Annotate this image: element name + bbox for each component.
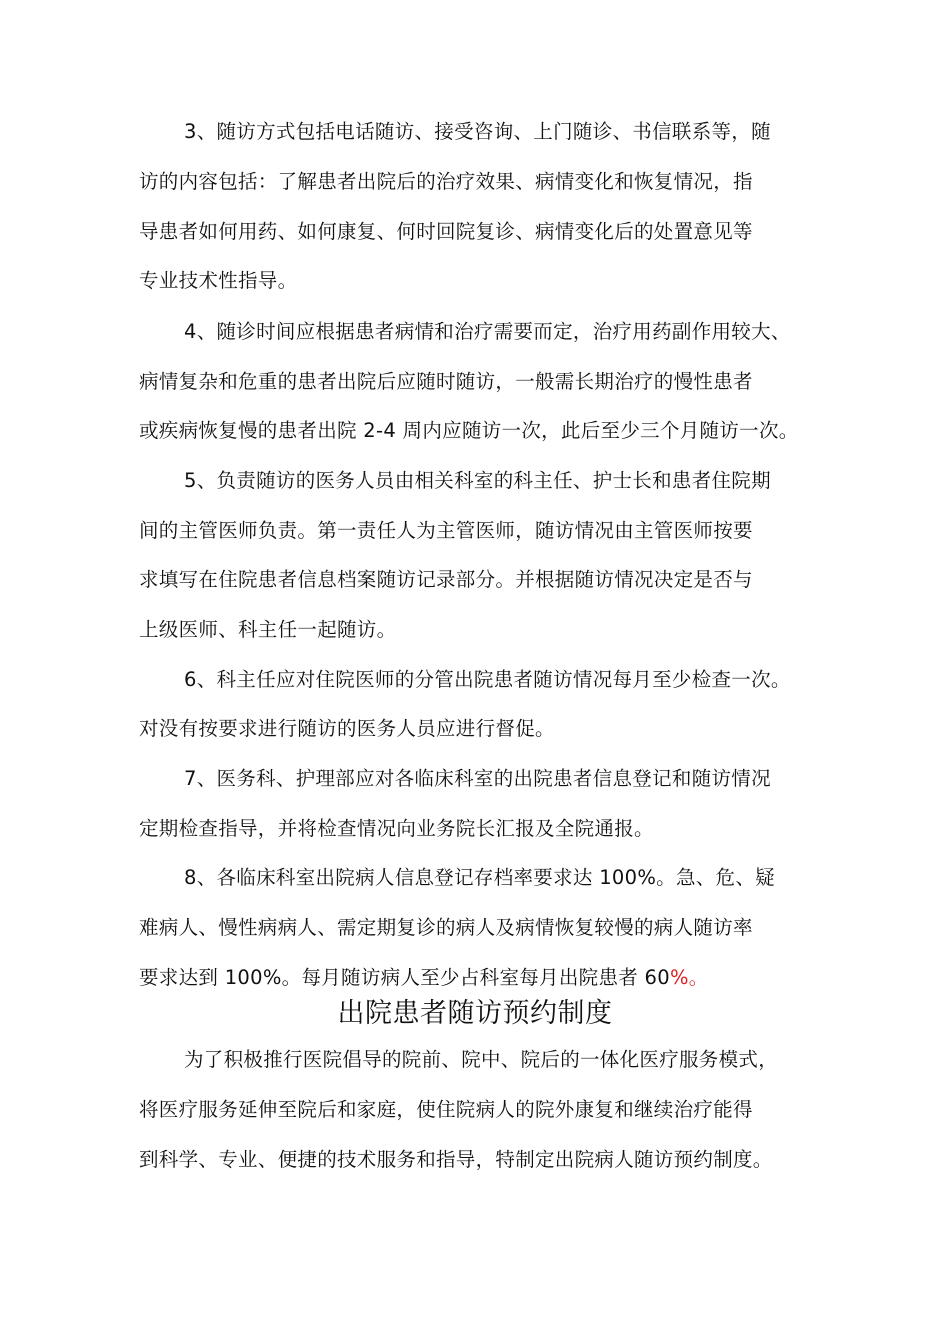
item-8-line-1: 8、各临床科室出院病人信息登记存档率要求达 100%。急、危、疑 xyxy=(184,866,775,889)
item-8-percent-highlight: %。 xyxy=(669,966,709,989)
item-3-line-2: 访的内容包括：了解患者出院后的治疗效果、病情变化和恢复情况，指 xyxy=(139,170,753,193)
section2-line-3: 到科学、专业、便捷的技术服务和指导，特制定出院病人随访预约制度。 xyxy=(139,1148,773,1171)
item-6-line-1: 6、科主任应对住院医师的分管出院患者随访情况每月至少检查一次。 xyxy=(184,668,791,691)
item-8-line-3-main: 要求达到 100%。每月随访病人至少占科室每月出院患者 60 xyxy=(139,966,670,989)
item-7-line-2: 定期检查指导，并将检查情况向业务院长汇报及全院通报。 xyxy=(139,817,654,840)
item-4-line-1: 4、随诊时间应根据患者病情和治疗需要而定，治疗用药副作用较大、 xyxy=(184,320,791,343)
section2-line-2: 将医疗服务延伸至院后和家庭，使住院病人的院外康复和继续治疗能得 xyxy=(139,1098,753,1121)
item-5-line-3: 求填写在住院患者信息档案随访记录部分。并根据随访情况决定是否与 xyxy=(139,568,753,591)
item-3-line-1: 3、随访方式包括电话随访、接受咨询、上门随诊、书信联系等，随 xyxy=(184,120,771,143)
section-title: 出院患者随访预约制度 xyxy=(337,998,613,1029)
item-3-line-3: 导患者如何用药、如何康复、何时回院复诊、病情变化后的处置意见等 xyxy=(139,220,753,243)
item-5-line-2: 间的主管医师负责。第一责任人为主管医师，随访情况由主管医师按要 xyxy=(139,519,753,542)
item-8-line-3 xyxy=(139,965,709,991)
item-5-line-4: 上级医师、科主任一起随访。 xyxy=(139,618,397,641)
item-5-line-1: 5、负责随访的医务人员由相关科室的科主任、护士长和患者住院期 xyxy=(184,469,771,492)
item-8-line-2: 难病人、慢性病病人、需定期复诊的病人及病情恢复较慢的病人随访率 xyxy=(139,916,753,939)
item-4-line-3: 或疾病恢复慢的患者出院 2-4 周内应随访一次，此后至少三个月随访一次。 xyxy=(139,419,799,442)
item-7-line-1: 7、医务科、护理部应对各临床科室的出院患者信息登记和随访情况 xyxy=(184,767,771,790)
item-6-line-2: 对没有按要求进行随访的医务人员应进行督促。 xyxy=(139,717,555,740)
item-3-line-4: 专业技术性指导。 xyxy=(139,269,298,292)
item-4-line-2: 病情复杂和危重的患者出院后应随时随访，一般需长期治疗的慢性患者 xyxy=(139,370,753,393)
section2-line-1: 为了积极推行医院倡导的院前、院中、院后的一体化医疗服务模式， xyxy=(184,1048,779,1071)
